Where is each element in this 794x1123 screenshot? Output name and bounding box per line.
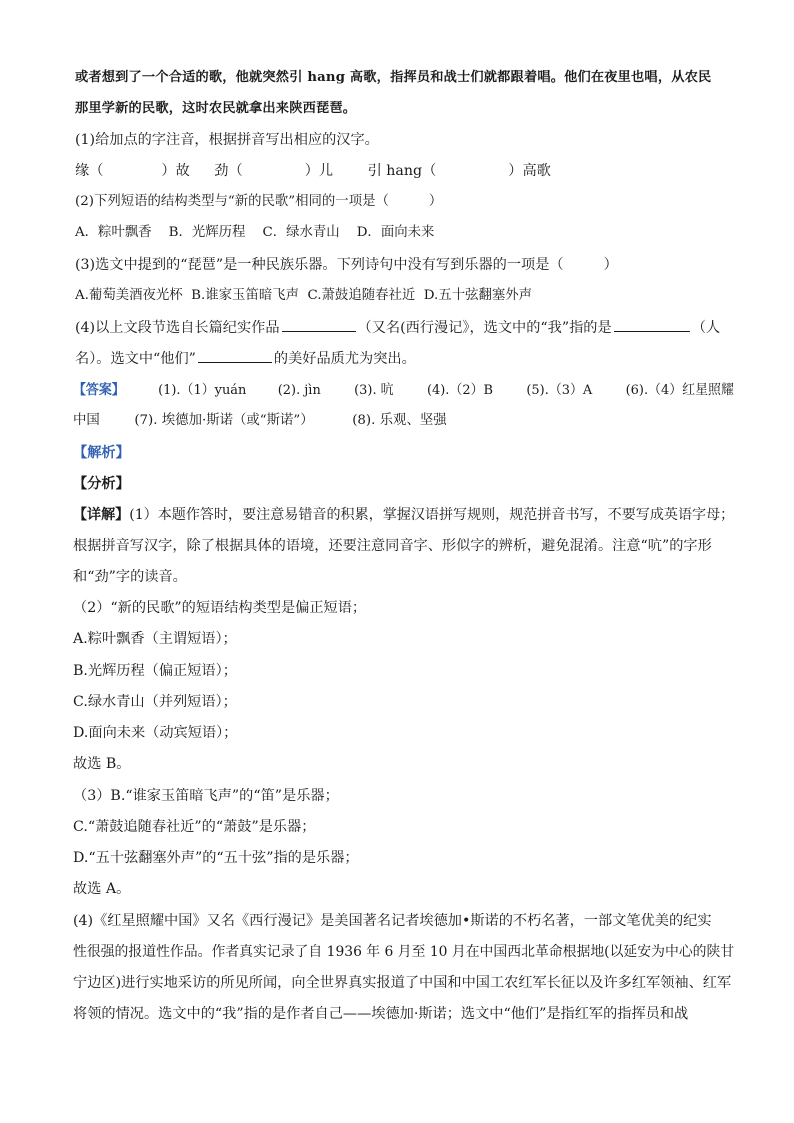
q1-item-2-post: ）儿 [304,163,334,179]
analysis-tag: 【解析】 [73,445,130,461]
answer-8: (8). 乐观、坚强 [352,413,447,428]
q4-part-5: 的美好品质尤为突出。 [273,351,416,367]
answer-1: (1).（1）yuán [158,383,247,398]
answer-line-2 [73,411,447,431]
q4-analysis-1: (4)《红星照耀中国》又名《西行漫记》是美国著名记者埃德加•斯诺的不朽名著，一部文笔优美的纪实 [73,913,712,929]
question-4-line-2 [75,348,416,369]
answer-5: (5).（3）A [526,383,593,398]
answer-tag: 【答案】 [73,382,125,398]
answer-3: (3). 吭 [354,383,394,398]
q3-prompt-end: ） [603,257,618,273]
q3-analysis-3: D.“五十弦翻塞外声”的“五十弦”指的是乐器； [73,850,359,866]
q3-analysis-2: C.“萧鼓追随春社近”的“萧鼓”是乐器； [73,819,316,835]
q4-part-2: （又名(西行漫记》，选文中的“我”指的是 [357,320,612,336]
q1-item-3-pre: 引 hang（ [367,163,437,179]
q4-blank-3 [198,348,272,363]
q4-blank-2 [614,317,690,332]
question-1-prompt: (1)给加点的字注音，根据拼音写出相应的汉字。 [75,132,379,148]
q2-analysis-2: A.粽叶飘香（主谓短语）； [73,631,237,647]
q3-analysis-1: （3）B.“谁家玉笛暗飞声”的“笛”是乐器； [73,788,339,804]
question-2-prompt [75,192,442,212]
q2-analysis-3: B.光辉历程（偏正短语）； [73,663,237,679]
fenxi-tag: 【分析】 [73,476,130,492]
q4-part-1: (4)以上文段节选自长篇纪实作品 [75,320,280,336]
q4-blank-1 [282,317,356,332]
answer-6-cont: 中国 [73,413,100,428]
q4-analysis-2: 性很强的报道性作品。作者真实记录了自 1936 年 6 月至 10 月在中国西北革命根据地(以延安为中心的陕甘 [73,944,735,960]
detail-text-1: (1）本题作答时，要注意易错音的积累，掌握汉语拼写规则，规范拼音书写，不要写成英语字母； [129,507,735,523]
q4-part-3: （人 [691,320,721,336]
q2-prompt-end: ） [428,194,443,209]
q2-analysis-6: 故选 B。 [73,756,131,772]
q3-prompt-text: (3)选文中提到的“琵琶”是一种民族乐器。下列诗句中没有写到乐器的一项是（ [75,257,564,273]
detail-line-2: 根据拼音写汉字，除了根据具体的语境，还要注意同音字、形似字的辨析，避免混淆。注意“吭”的字形 [73,538,712,554]
detail-line-1 [73,505,734,525]
q2-analysis-5: D.面向未来（动宾短语）； [73,725,238,741]
answer-line-1 [73,380,734,401]
question-3-options: A.葡萄美酒夜光杯 B.谁家玉笛暗飞声 C.萧鼓追随春社近 D.五十弦翻塞外声 [75,288,533,303]
q4-analysis-4: 将领的情况。选文中的“我”指的是作者自己——埃德加·斯诺；选文中“他们”是指红军的指挥员和战 [73,1006,689,1022]
q4-analysis-3: 宁边区)进行实地采访的所见所闻，向全世界真实报道了中国和中国工农红军长征以及许多红军领袖、红军 [73,975,732,991]
answer-6: (6).（4）红星照耀 [625,383,734,398]
question-2-options: A．粽叶飘香 B．光辉历程 C．绿水青山 D．面向未来 [75,225,435,240]
question-4-line-1 [75,317,720,338]
q4-part-4: 名）。选文中“他们” [75,351,196,367]
passage-line-1: 或者想到了一个合适的歌，他就突然引 hang 高歌，指挥员和战士们就都跟着唱。他们在夜里也唱，从农民 [75,70,712,85]
question-3-prompt [75,255,618,275]
passage-line-2: 那里学新的民歌，这时农民就拿出来陕西琵琶。 [75,101,357,116]
q2-prompt-text: (2)下列短语的结构类型与“新的民歌”相同的一项是（ [75,194,389,209]
answer-4: (4).（2）B [426,383,494,398]
q3-analysis-4: 故选 A。 [73,881,131,897]
q2-analysis-1: （2）“新的民歌”的短语结构类型是偏正短语； [73,600,367,616]
q2-analysis-4: C.绿水青山（并列短语）； [73,694,237,710]
answer-2: (2). jìn [277,383,321,398]
q1-item-1-post: ）故 [161,163,190,179]
answer-7: (7). 埃德加·斯诺（或“斯诺”） [134,413,314,428]
detail-tag: 【详解】 [73,507,130,523]
q1-item-1-pre: 缘（ [75,163,104,179]
q1-item-3-post: ）高歌 [508,163,551,179]
detail-line-3: 和“劲”字的读音。 [73,569,187,585]
q1-item-2-pre: 劲（ [214,163,243,179]
question-1-items [75,161,551,181]
